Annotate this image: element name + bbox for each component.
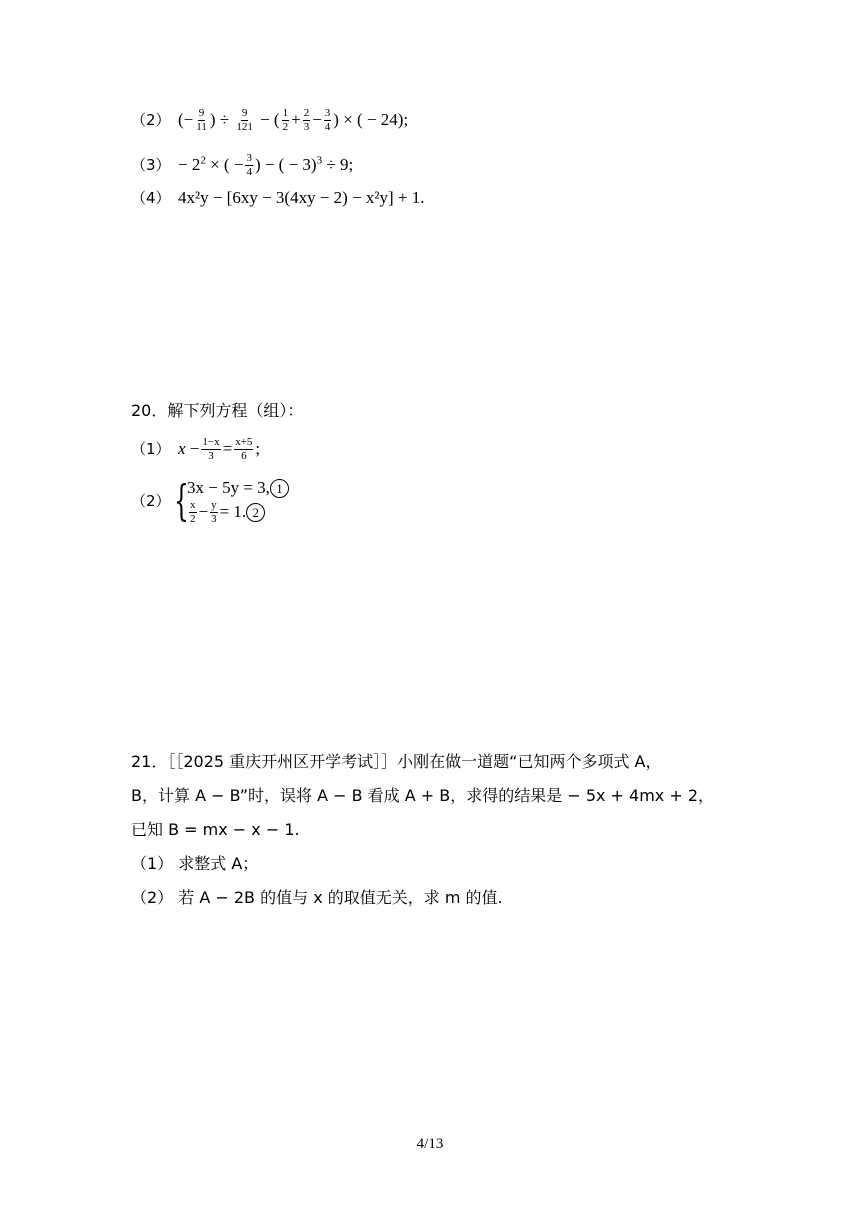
q21-line-1: 21．［［2025 重庆开州区开学考试］］小刚在做一道题“已知两个多项式 A，: [131, 752, 662, 771]
q20-item-2-number: （2）: [131, 492, 171, 510]
q19-item-3: $(3) - 2^2$ × ( − $\frac{3}{4}$ ) − ( − 3)$^3$ ÷ 9;: [131, 151, 354, 178]
item-number: （2）: [131, 111, 171, 129]
circled-number-1: 1: [270, 479, 289, 498]
q21-item-2: （2） 若 A − 2B 的值与 x 的取值无关，求 m 的值.: [131, 888, 503, 907]
item-number: （4）: [131, 189, 171, 207]
q20-equation-2: $\frac{x}{2}$ − $\frac{y}{3}$ = 1. 2: [187, 500, 265, 525]
q20-item-1: （1） x − $\frac{1-x}{3}$ = $\frac{x+5}{6}$ ;: [131, 436, 261, 462]
item-number: （3）: [131, 155, 171, 174]
q20-equation-1: 3x − 5y = 3, 1: [187, 477, 289, 499]
q20-title: 20．解下列方程（组）：: [131, 401, 304, 420]
q21-text: [131, 745, 731, 915]
q21-line-2: B，计算 A − B”时，误将 A − B 看成 A + B，求得的结果是 − 5x + 4mx + 2，: [131, 786, 715, 805]
circled-number-2: 2: [246, 503, 265, 522]
item-number: （1）: [131, 440, 171, 458]
q19-item-2: （2） (− $\frac{9}{11}$ ) ÷ $\frac{9}{121}$ − ( $\frac{1}{2}$ + $\frac{2}{3}$ − $\frac{3}{4}$ ) × ( − 24);: [131, 107, 409, 133]
q19-item-4-expression: 4x²y − [6xy − 3(4xy − 2) − x²y] + 1.: [178, 188, 425, 207]
q21-line-3: 已知 B = mx − x − 1.: [131, 820, 300, 839]
page-number: 4/13: [416, 1136, 444, 1152]
q21-item-1: （1） 求整式 A；: [131, 854, 259, 873]
q19-item-4: [131, 187, 425, 209]
system-brace: {: [174, 476, 189, 525]
